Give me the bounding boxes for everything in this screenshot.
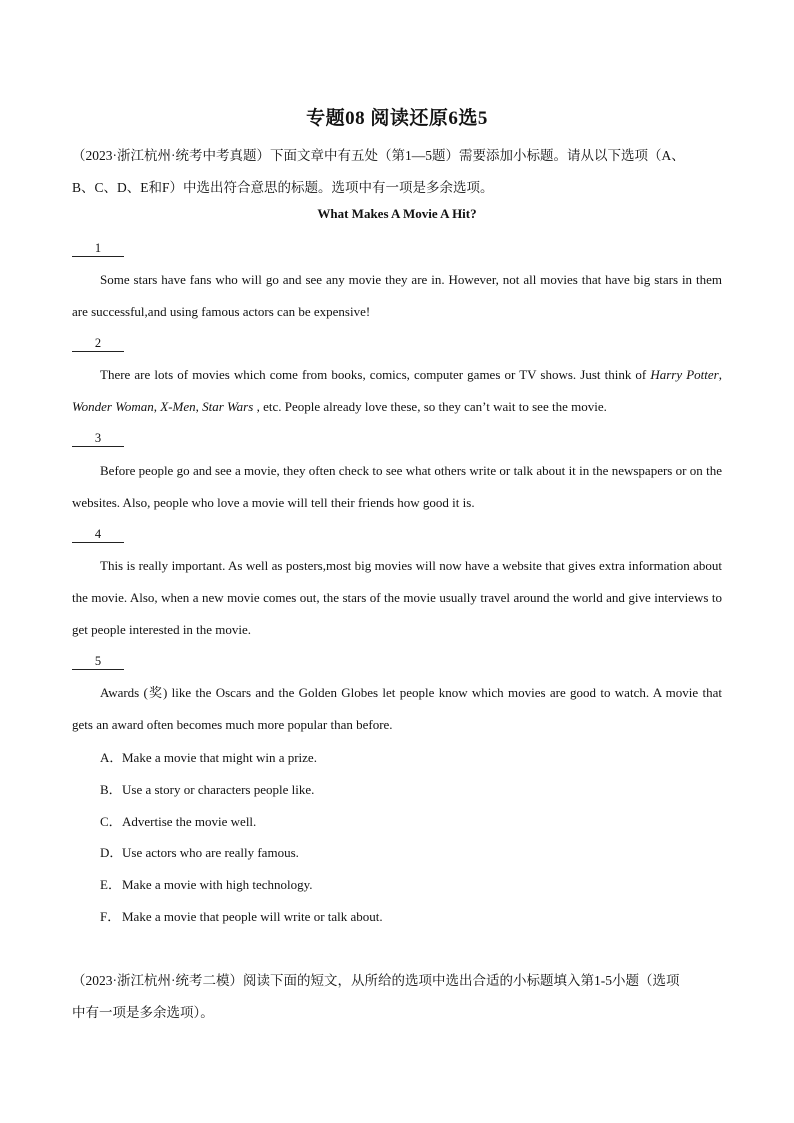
option-f bbox=[100, 907, 720, 927]
section2-line-2: 中有一项是多余选项）。 bbox=[72, 1005, 214, 1020]
paragraph-2-text-b: , etc. People already love these, so they can’t wait to see the movie. bbox=[253, 399, 607, 414]
blank-3: 3 bbox=[72, 430, 124, 447]
option-letter: E． bbox=[100, 877, 121, 892]
option-e bbox=[100, 875, 720, 895]
blank-1: 1 bbox=[72, 240, 124, 257]
option-text: Make a movie with high technology. bbox=[122, 877, 313, 892]
option-text: Advertise the movie well. bbox=[122, 814, 257, 829]
passage-title: What Makes A Movie A Hit? bbox=[317, 206, 477, 221]
option-letter: A． bbox=[100, 750, 123, 765]
option-c bbox=[100, 812, 720, 832]
blank-4: 4 bbox=[72, 526, 124, 543]
option-text: Make a movie that might win a prize. bbox=[122, 750, 317, 765]
title-star-wars: Star Wars bbox=[202, 399, 254, 414]
option-text: Make a movie that people will write or talk about. bbox=[122, 909, 383, 924]
option-letter: F． bbox=[100, 909, 121, 924]
option-text: Use a story or characters people like. bbox=[122, 782, 315, 797]
page-title: 专题08 阅读还原6选5 bbox=[306, 108, 488, 129]
option-a bbox=[100, 748, 720, 768]
paragraph-4: This is really important. As well as posters,most big movies will now have a website that gives extra information about the movie. Also, when a new movie comes out, the stars of the movie usually travel around the world and give interviews to get people interested in the movie. bbox=[72, 558, 722, 637]
separator: , bbox=[153, 399, 161, 414]
section2-instructions bbox=[72, 965, 722, 1029]
separator: , bbox=[718, 367, 722, 382]
option-text: Use actors who are really famous. bbox=[122, 845, 299, 860]
paragraph-3: Before people go and see a movie, they often check to see what others write or talk about it in the newspapers or on the websites. Also, people who love a movie will tell their friends how good it is. bbox=[72, 463, 722, 510]
paragraph-2 bbox=[72, 359, 722, 423]
blank-5: 5 bbox=[72, 653, 124, 670]
section2-line-1: （2023·浙江杭州·统考二模）阅读下面的短文，从所给的选项中选出合适的小标题填入第1-5小题（选项 bbox=[72, 973, 680, 988]
separator: , bbox=[195, 399, 203, 414]
option-letter: B． bbox=[100, 782, 122, 797]
section1-instructions bbox=[72, 140, 722, 204]
blank-2: 2 bbox=[72, 335, 124, 352]
title-x-men: X-Men bbox=[160, 399, 196, 414]
instructions-line-1: （2023·浙江杭州·统考中考真题）下面文章中有五处（第1—5题）需要添加小标题。请从以下选项（A、 bbox=[72, 148, 685, 163]
paragraph-2-text-a: There are lots of movies which come from books, comics, computer games or TV shows. Just think of bbox=[100, 367, 651, 382]
option-d bbox=[100, 843, 720, 863]
paragraph-5: Awards (奖) like the Oscars and the Golden Globes let people know which movies are good to watch. A movie that gets an award often becomes much more popular than before. bbox=[72, 685, 722, 732]
title-harry-potter: Harry Potter bbox=[650, 367, 719, 382]
option-letter: C． bbox=[100, 814, 122, 829]
instructions-line-2: B、C、D、E和F）中选出符合意思的标题。选项中有一项是多余选项。 bbox=[72, 180, 494, 195]
title-wonder-woman: Wonder Woman bbox=[72, 399, 154, 414]
option-b bbox=[100, 780, 720, 800]
paragraph-1: Some stars have fans who will go and see any movie they are in. However, not all movies that have big stars in them are successful,and using famous actors can be expensive! bbox=[72, 272, 722, 319]
option-letter: D． bbox=[100, 845, 123, 860]
